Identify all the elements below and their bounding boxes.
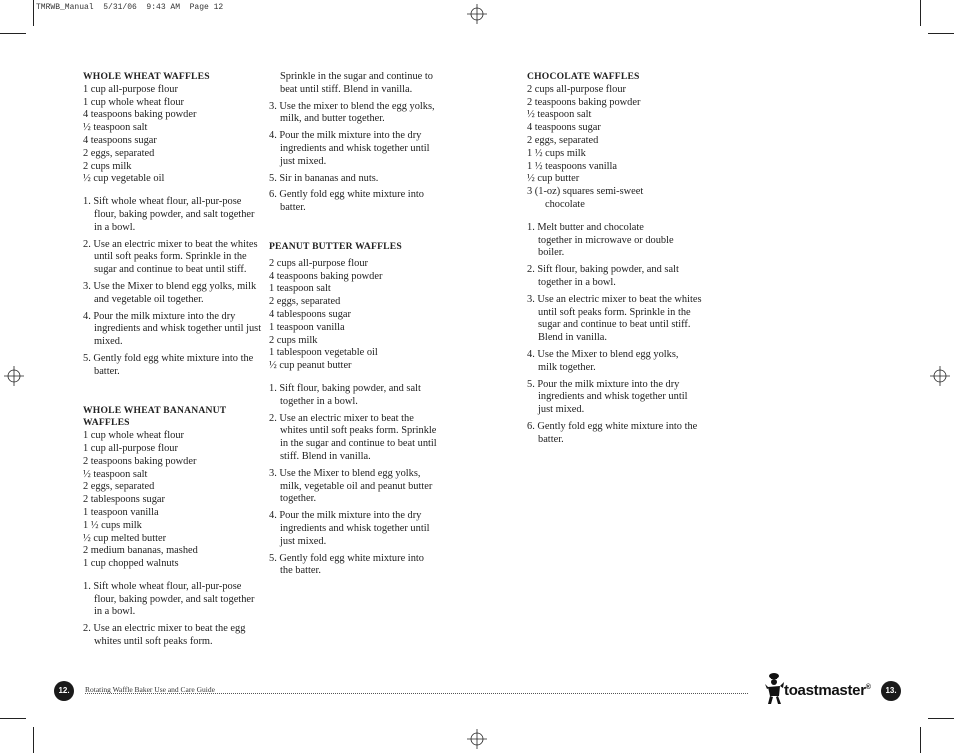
ingredient: 2 tablespoons sugar (83, 494, 165, 506)
step: 2. Use an electric mixer to beat the whites until soft peaks form. Sprinkle in the sugar and continue to beat until stiff. (83, 238, 258, 276)
crop-mark (33, 0, 34, 26)
ingredient: 2 teaspoons baking powder (83, 455, 197, 467)
step: 2. Sift flour, baking powder, and salt together in a bowl. (527, 264, 679, 288)
ingredient: 4 tablespoons sugar (269, 308, 351, 320)
ingredient: 1 tablespoon vegetable oil (269, 347, 378, 359)
ingredient: 1 teaspoon vanilla (269, 321, 345, 333)
crop-mark (928, 718, 954, 719)
step: 3. Use the mixer to blend the egg yolks, milk, and butter together. (269, 100, 435, 125)
step-list (269, 383, 439, 578)
ingredient: 1 cup all-purpose flour (83, 442, 178, 454)
ingredient: 1 cup whole wheat flour (83, 430, 184, 442)
step-list (83, 581, 263, 649)
ingredient: 3 (1-oz) squares semi-sweet chocolate (527, 186, 644, 210)
step: 1. Sift whole wheat flour, all-pur-pose flour, baking powder, and salt together in a bowl. (83, 580, 255, 618)
ingredient: ½ cup peanut butter (269, 360, 352, 372)
ingredient: 2 cups all-purpose flour (527, 83, 626, 95)
ingredient: 2 cups all-purpose flour (269, 257, 368, 269)
step: 3. Use an electric mixer to beat the whites until soft peaks form. Sprinkle in the sugar and continue to beat until stiff. Blend in vanilla. (527, 293, 702, 344)
ingredient-list (527, 84, 697, 212)
left-column (83, 71, 263, 653)
step: 5. Pour the milk mixture into the dry ingredients and whisk together until just mixed. (527, 378, 688, 416)
step: 4. Use the Mixer to blend egg yolks, milk together. (527, 348, 679, 373)
step: 2. Use an electric mixer to beat the whites until soft peaks form. Sprinkle in the sugar and continue to beat until stiff. Blend in vanilla. (269, 412, 437, 462)
crop-mark (33, 727, 34, 753)
ingredient-list (83, 430, 263, 571)
ingredient: 2 cups milk (269, 334, 318, 346)
step: 1. Sift flour, baking powder, and salt together in a bowl. (269, 382, 421, 407)
step: 5. Gently fold egg white mixture into the batter. (269, 552, 424, 577)
ingredient: 1 ½ cups milk (527, 147, 586, 159)
ingredient-list (269, 258, 439, 373)
brand-mark: ® (865, 684, 871, 691)
page-number-left: 12. (54, 681, 74, 701)
right-column (527, 71, 702, 451)
ingredient-list (83, 84, 263, 186)
ingredient: 1 cup all-purpose flour (83, 83, 178, 95)
ingredient: 2 eggs, separated (83, 147, 155, 159)
ingredient: 4 teaspoons baking powder (83, 109, 197, 121)
ingredient: ½ cup melted butter (83, 532, 167, 544)
crop-mark (0, 718, 26, 719)
page-number-right: 13. (881, 681, 901, 701)
step-list (269, 101, 439, 215)
recipe-title: WHOLE WHEAT BANANANUT WAFFLES (83, 404, 227, 429)
ingredient: 1 teaspoon vanilla (83, 506, 159, 518)
ingredient: ½ cup vegetable oil (83, 173, 165, 185)
step: 3. Use the Mixer to blend egg yolks, milk and vegetable oil together. (83, 280, 257, 305)
ingredient: 2 eggs, separated (527, 134, 599, 146)
footer-guide-title: Rotating Waffle Baker Use and Care Guide (85, 685, 215, 694)
step-list (527, 221, 702, 447)
ingredient: ½ teaspoon salt (83, 468, 148, 480)
step: 3. Use the Mixer to blend egg yolks, milk, vegetable oil and peanut butter together. (269, 467, 433, 505)
ingredient: 1 teaspoon salt (269, 283, 331, 295)
registration-mark-icon (930, 366, 950, 386)
recipe-title: CHOCOLATE WAFFLES (527, 71, 640, 82)
recipe-title: WHOLE WHEAT WAFFLES (83, 71, 210, 82)
registration-mark-icon (4, 366, 24, 386)
ingredient: 4 teaspoons sugar (83, 134, 157, 146)
ingredient: 1 ½ teaspoons vanilla (527, 160, 618, 172)
step: 6. Gently fold egg white mixture into batter. (269, 189, 424, 214)
step-list (83, 196, 263, 378)
ingredient: 2 eggs, separated (83, 481, 155, 493)
crop-mark (920, 727, 921, 753)
ingredient: 1 cup chopped walnuts (83, 558, 179, 570)
step: 6. Gently fold egg white mixture into the batter. (527, 420, 698, 445)
step: 5. Gently fold egg white mixture into the batter. (83, 352, 254, 377)
ingredient: 1 ½ cups milk (83, 519, 142, 531)
ingredient: ½ teaspoon salt (83, 122, 148, 134)
step: 4. Pour the milk mixture into the dry ingredients and whisk together until just mixed. (83, 310, 262, 348)
step: 4. Pour the milk mixture into the dry ingredients and whisk together until just mixed. (269, 510, 430, 547)
ingredient: ½ cup butter (527, 173, 580, 185)
ingredient: 2 teaspoons baking powder (527, 96, 641, 108)
ingredient: 2 cups milk (83, 160, 132, 172)
ingredient: 2 eggs, separated (269, 296, 341, 308)
registration-mark-icon (467, 4, 487, 24)
crop-mark (0, 33, 26, 34)
crop-mark (928, 33, 954, 34)
step: 5. Sir in bananas and nuts. (269, 172, 379, 184)
step: 2. Use an electric mixer to beat the egg whites until soft peaks form. (83, 623, 246, 648)
ingredient: 1 cup whole wheat flour (83, 96, 184, 108)
ingredient: ½ teaspoon salt (527, 109, 592, 121)
step-continuation: Sprinkle in the sugar and continue to beat until stiff. Blend in vanilla. (280, 71, 433, 95)
step: 1. Melt butter and chocolate together in microwave or double boiler. (527, 221, 674, 259)
step: 1. Sift whole wheat flour, all-pur-pose flour, baking powder, and salt together in a bowl. (83, 196, 255, 233)
registration-mark-icon (467, 729, 487, 749)
middle-column (269, 71, 439, 582)
step: 4. Pour the milk mixture into the dry ingredients and whisk together until just mixed. (269, 130, 430, 167)
print-slug: TMRWB_Manual 5/31/06 9:43 AM Page 12 (36, 3, 224, 12)
crop-mark (920, 0, 921, 26)
recipe-title: PEANUT BUTTER WAFFLES (269, 240, 402, 252)
brand-name: toastmaster (784, 682, 866, 699)
ingredient: 2 medium bananas, mashed (83, 545, 198, 557)
footer-rule (85, 693, 748, 694)
brand-logo (784, 682, 871, 699)
ingredient: 4 teaspoons baking powder (269, 270, 383, 282)
ingredient: 4 teaspoons sugar (527, 122, 601, 134)
